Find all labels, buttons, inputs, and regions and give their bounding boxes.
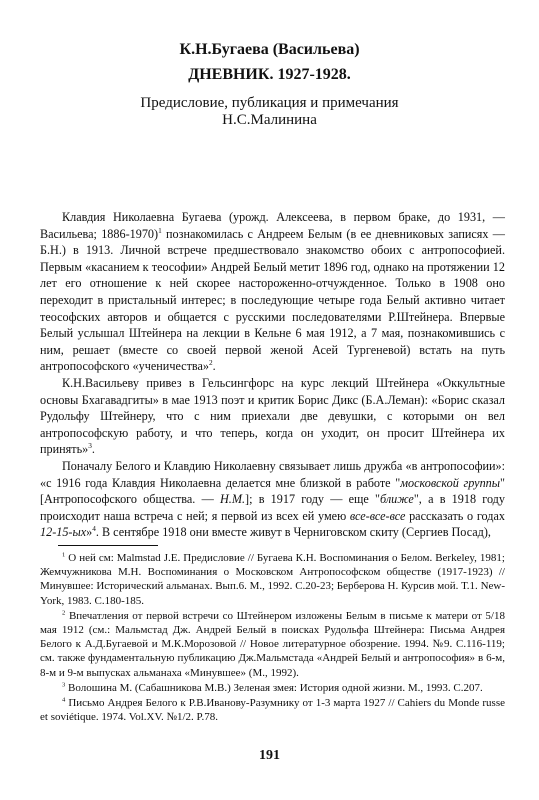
footnote-ref-2: 2: [209, 358, 213, 368]
article-subtitle: [0, 95, 539, 129]
footnote-3: [40, 681, 505, 695]
footnote-1: [40, 551, 505, 608]
italic-run: московской группы: [400, 475, 501, 490]
footnote-ref-3: 3: [88, 441, 92, 451]
text-run: .: [212, 359, 216, 374]
text-run: Поначалу Белого и Клавдию Николаевну связывает лишь дружба «в антропософии»: «с 1916 года Клавдия Николаевна делается мне близкой в работе ": [40, 458, 505, 490]
footnote-2: [40, 609, 505, 680]
author-name: К.Н.Бугаева (Васильева): [179, 41, 360, 58]
footnote-number: 2: [62, 609, 66, 617]
footnote-divider: [58, 545, 158, 546]
subtitle-line-2: Н.С.Малинина: [222, 112, 317, 128]
text-run: ]; в 1917 году — еще ": [245, 492, 380, 507]
paragraph-1: [40, 209, 505, 375]
text-run: . В сентябре 1918 они вместе живут в Черниговском скиту (Сергиев Посад),: [95, 525, 491, 540]
footnote-text: О ней см: Malmstad J.E. Предисловие // Бугаева К.Н. Воспоминания о Белом. Berkeley, 1981; Жемчужникова М.Н. Воспоминания о Московском Антропософском обществе (1917-1923) // Минувшее: Исторический альманах. Вып.6. М., 1992. С.20-23; Берберова Н. Курсив мой. Т.1. New-York, 1983. С.180-185.: [40, 552, 505, 607]
italic-run: все-все-все: [349, 508, 406, 523]
text-run: познакомилась с Андреем Белым (в ее дневниковых записях — Б.Н.) в 1913. Личной встрече предшествовало знакомство обоих с антропософией. Первым «касанием к теософии» Андрей Белый метит 1896 год, однако на протяжении 12 лет его отношение к ней скорее настороженно-отчужденное. Только в 1908 оно переходит в пристальный интерес; в последующие четыре года Белый активно читает теософских авторов и общается с русскими последователями Р.Штейнера. Впервые Белый услышал Штейнера на лекции в Кельне 6 мая 1912, а 7 мая, познакомившись с ним, решает (вместе со своей первой женой Асей Тургеневой) встать на путь антропософского «ученичества»: [40, 226, 505, 374]
text-run: ", а в 1918 году происходит наша встреча с ней; я первой из всех ей умею: [40, 492, 505, 523]
footnote-number: 4: [62, 696, 66, 704]
text-run: рассказать о годах: [405, 508, 505, 523]
footnote-number: 3: [62, 681, 66, 689]
text-run: К.Н.Васильеву привез в Гельсингфорс на курс лекций Штейнера «Оккультные основы Бхагавадгиты» в мае 1913 поэт и критик Борис Дикс (Б.А.Леман): «Борис сказал Рудольфу Штейнеру, что с ним приехали две девушки, с которыми он вел антропософскую работу, и что теперь, когда он уходит, он просит Штейнера их принять»: [40, 375, 505, 457]
italic-run: Н.М.: [219, 492, 246, 507]
text-run: Клавдия Николаевна Бугаева (урожд. Алексеева, в первом браке, до 1931, — Васильева; 1886-1970): [40, 210, 505, 241]
italic-run: 12-15-ых: [40, 525, 87, 540]
text-run: " [Антропософского общества. —: [40, 475, 505, 507]
italic-run: ближе: [380, 492, 414, 507]
text-run: »: [86, 525, 93, 540]
footnote-ref-1: 1: [158, 225, 162, 235]
paragraph-3: [40, 458, 505, 541]
article-title: ДНЕВНИК. 1927-1928.: [188, 66, 351, 83]
footnote-number: 1: [62, 551, 66, 559]
paragraph-2: [40, 375, 505, 458]
page-number: 191: [259, 748, 280, 763]
footnotes: [40, 551, 505, 725]
main-text: [40, 209, 505, 541]
footnote-text: Волошина М. (Сабашникова М.В.) Зеленая змея: История одной жизни. М., 1993. С.207.: [65, 681, 483, 694]
footnote-text: Впечатления от первой встречи со Штейнером изложены Белым в письме к матери от 5/18 мая 1912 (см.: Мальмстад Дж. Андрей Белый в поисках Рудольфа Штейнера: Письма Андрея Белого к А.Д.Бугаевой и М.К.Морозовой // Новое литературное обозрение. 1994. №9. С.116-119; см. также фундаментальную публикацию Дж.Мальмстада «Андрей Белый и антропософия» в 6-м, 8-м и 9-м выпусках альманаха «Минувшее» (М., 1992).: [40, 609, 505, 679]
subtitle-line-1: Предисловие, публикация и примечания: [140, 95, 399, 111]
article-header: [0, 40, 539, 129]
footnote-ref-4: 4: [92, 524, 96, 534]
footnote-text: Письмо Андрея Белого к Р.В.Иванову-Разумнику от 1-3 марта 1927 // Cahiers du Monde russe et soviétique. 1974. Vol.XV. №1/2. P.78.: [40, 697, 505, 724]
footnote-4: [40, 696, 505, 724]
text-run: .: [91, 442, 95, 457]
